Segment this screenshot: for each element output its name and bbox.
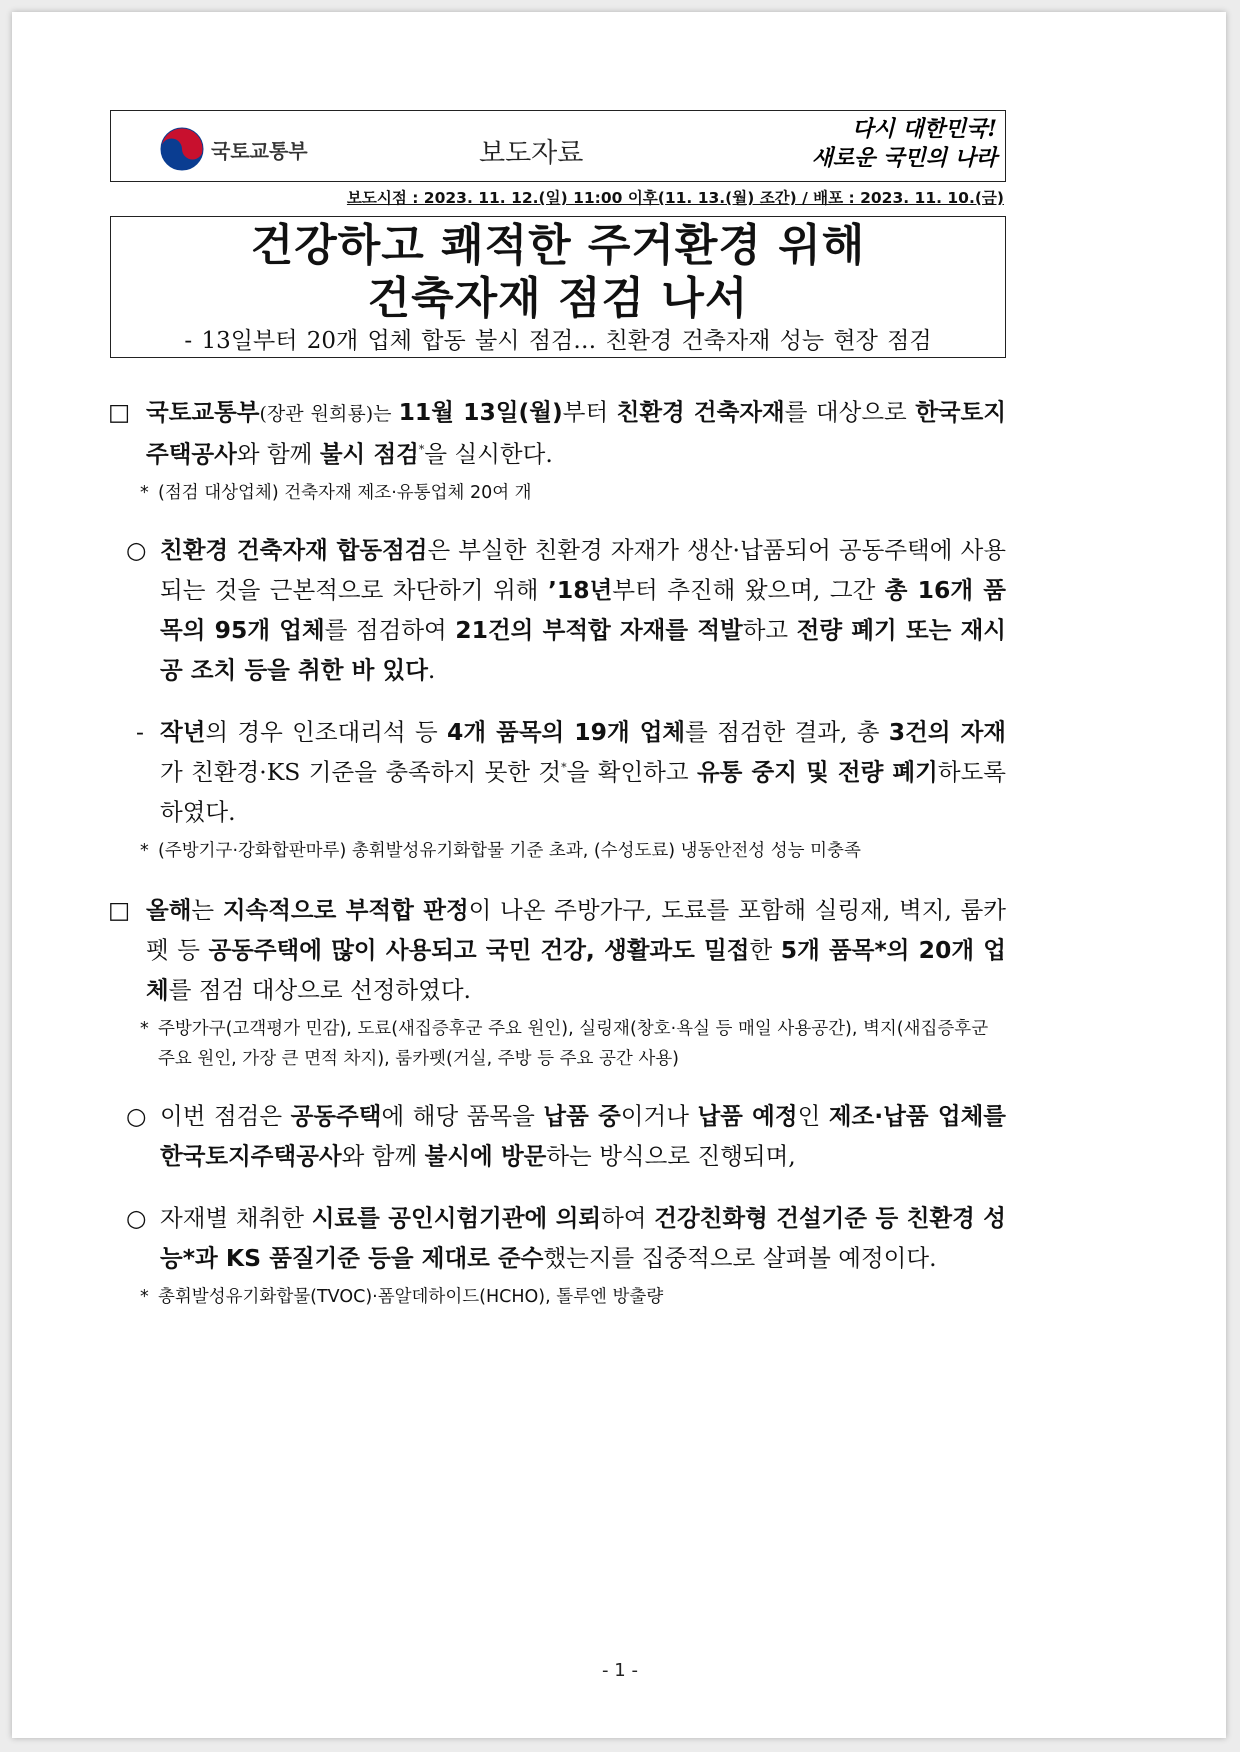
slogan [807,115,997,173]
release-info: 보도시점 : 2023. 11. 12.(일) 11:00 이후(11. 13.(월) 조간) / 배포 : 2023. 11. 10.(금) [346,189,1004,207]
footnote-4: * 총휘발성유기화합물(TVOC)·폼알데하이드(HCHO), 톨루엔 방출량 [106,1282,1006,1312]
asterisk-marker: * [140,1287,149,1307]
paragraph-1: □ 국토교통부(장관 원희룡)는 11월 13일(월)부터 친환경 건축자재를 대상으로 한국토지주택공사와 함께 불시 점검*을 실시한다. [106,392,1006,474]
ministry-name: 국토교통부 [211,139,308,163]
paragraph-5: ○ 이번 점검은 공동주택에 해당 품목을 납품 중이거나 납품 예정인 제조·납품 업체를 한국토지주택공사와 함께 불시에 방문하는 방식으로 진행되며, [106,1096,1006,1176]
main-title [111,217,1005,325]
emphasis: 국토교통부 [146,398,260,426]
footnote-1: * (점검 대상업체) 건축자재 제조·유통업체 20여 개 [106,478,1006,508]
body-content [106,392,1006,1312]
slogan-line-2: 새로운 국민의 나라 [811,145,997,171]
paragraph-3: - 작년의 경우 인조대리석 등 4개 품목의 19개 업체를 점검한 결과, 총 3건의 자재가 친환경·KS 기준을 충족하지 못한 것*을 확인하고 유통 중지 및 전량 폐기하도록 하였다. [106,712,1006,832]
paragraph-2: ○ 친환경 건축자재 합동점검은 부실한 친환경 자재가 생산·납품되어 공동주택에 사용되는 것을 근본적으로 차단하기 위해 ’18년부터 추진해 왔으며, 그간 총 16개 품목의 95개 업체를 점검하여 21건의 부적합 자재를 적발하고 전량 폐기 또는 재시공 조치 등을 취한 바 있다. [106,530,1006,690]
circle-bullet-icon: ○ [126,1204,147,1232]
square-bullet-icon: □ [108,896,131,924]
page-number: - 1 - [602,1660,638,1681]
paragraph-4: □ 올해는 지속적으로 부적합 판정이 나온 주방가구, 도료를 포함해 실링재, 벽지, 룸카펫 등 공동주택에 많이 사용되고 국민 건강, 생활과도 밀접한 5개 품목*의 20개 업체를 점검 대상으로 선정하였다. [106,890,1006,1010]
title-box [110,216,1006,358]
document-type: 보도자료 [479,138,584,169]
circle-bullet-icon: ○ [126,1102,147,1130]
paragraph-6: ○ 자재별 채취한 시료를 공인시험기관에 의뢰하여 건강친화형 건설기준 등 친환경 성능*과 KS 품질기준 등을 제대로 준수했는지를 집중적으로 살펴볼 예정이다. [106,1198,1006,1278]
asterisk-marker: * [140,483,149,503]
subtitle: - 13일부터 20개 업체 합동 불시 점검… 친환경 건축자재 성능 현장 점검 [184,328,932,354]
asterisk-marker: * [140,1019,149,1039]
footnote-2: * (주방기구·강화합판마루) 총휘발성유기화합물 기준 초과, (수성도료) 냉동안전성 성능 미충족 [106,836,1006,866]
footnote-3: * 주방가구(고객평가 민감), 도료(새집증후군 주요 원인), 실링재(창호·욕실 등 매일 사용공간), 벽지(새집증후군 주요 원인, 가장 큰 면적 차지), 룸카펫(거실, 주방 등 주요 공간 사용) [106,1014,1006,1074]
dash-bullet-icon: - [136,718,144,746]
title-line-1: 건강하고 쾌적한 주거환경 위해 [250,220,866,271]
square-bullet-icon: □ [108,398,131,426]
ministry-logo-icon [159,126,205,172]
press-header [110,110,1006,182]
title-line-2: 건축자재 점검 나서 [367,273,749,324]
circle-bullet-icon: ○ [126,536,147,564]
slogan-line-1: 다시 대한민국! [852,116,997,142]
asterisk-marker: * [140,841,149,861]
